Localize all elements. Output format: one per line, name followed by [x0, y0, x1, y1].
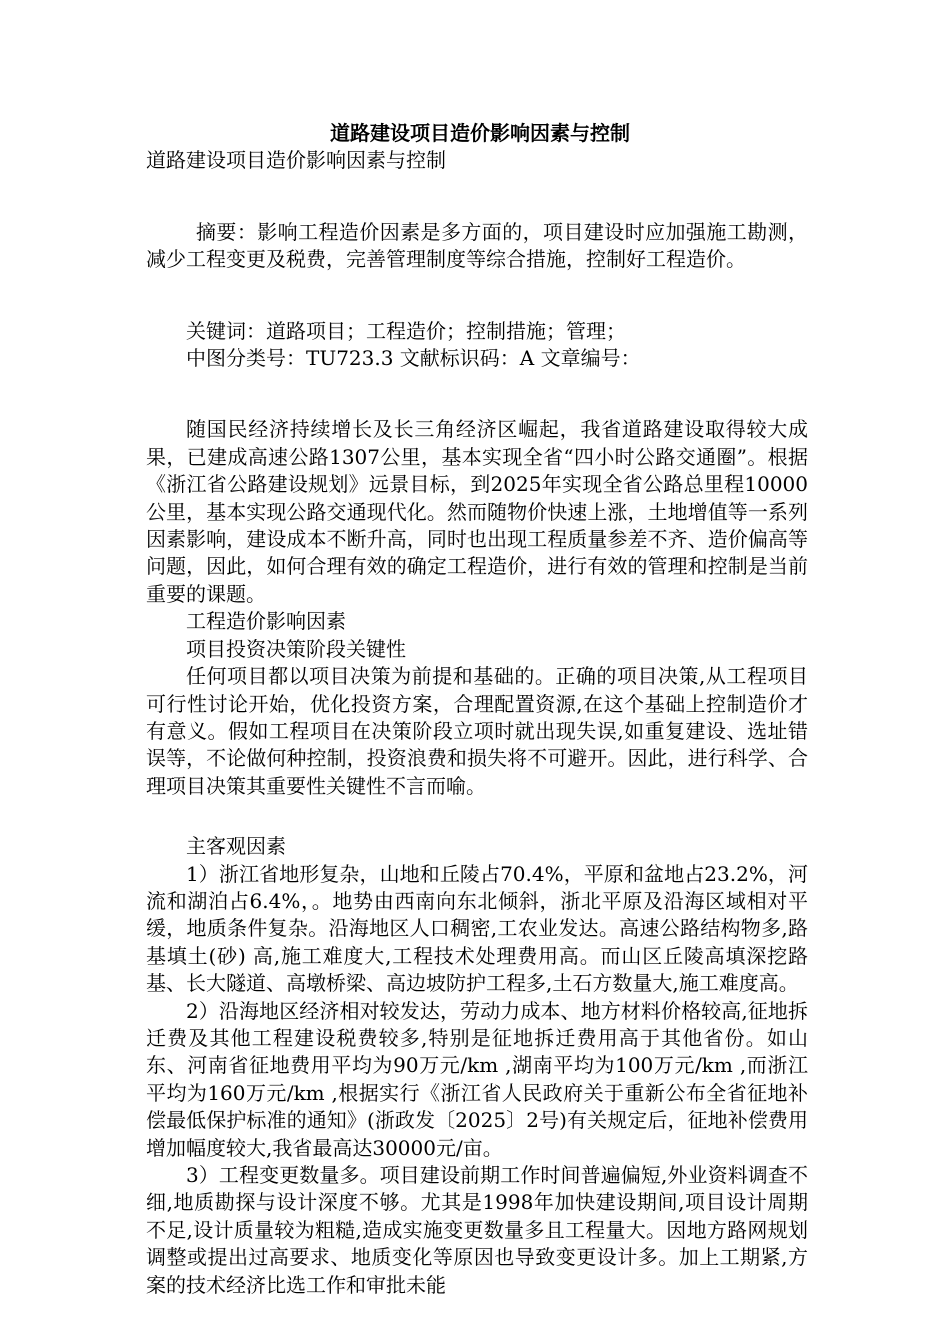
- abstract-paragraph: 摘要：影响工程造价因素是多方面的，项目建设时应加强施工勘测，减少工程变更及税费，完善管理制度等综合措施，控制好工程造价。: [146, 219, 808, 272]
- document-subtitle: 道路建设项目造价影响因素与控制: [146, 148, 446, 173]
- section-heading-factors: 工程造价影响因素: [186, 609, 346, 634]
- keywords-line: 关键词：道路项目；工程造价；控制措施；管理；: [186, 318, 626, 343]
- spacer: [146, 372, 808, 416]
- document-title: 道路建设项目造价影响因素与控制: [330, 121, 630, 145]
- intro-paragraph: 随国民经济持续增长及长三角经济区崛起，我省道路建设取得较大成果，已建成高速公路1307公里，基本实现全省“四小时公路交通圈”。根据《浙江省公路建设规划》远景目标，到2025年实现全省公路总里程10000公里，基本实现公路交通现代化。然而随物价快速上涨，土地增值等一系列因素影响，建设成本不断升高，同时也出现工程质量参差不齐、造价偏高等问题，因此，如何合理有效的确定工程造价，进行有效的管理和控制是当前重要的课题。: [146, 417, 808, 606]
- point-1-paragraph: 1）浙江省地形复杂，山地和丘陵占70.4%，平原和盆地占23.2%，河流和湖泊占6.4%，。地势由西南向东北倾斜，浙北平原及沿海区域相对平缓，地质条件复杂。沿海地区人口稠密,工农业发达。高速公路结构物多,路基填土(砂) 高,施工难度大,工程技术处理费用高。而山区丘陵高填深挖路基、长大隧道、高墩桥梁、高边坡防护工程多,土石方数量大,施工难度高。: [146, 861, 808, 996]
- section-heading-decision: 项目投资决策阶段关键性: [186, 636, 406, 661]
- point-2-paragraph: 2）沿海地区经济相对较发达，劳动力成本、地方材料价格较高,征地拆迁费及其他工程建设税费较多,特别是征地拆迁费用高于其他省份。如山东、河南省征地费用平均为90万元/km ,湖南平均为100万元/km ,而浙江平均为160万元/km ,根据实行《浙江省人民政府关于重新公布全省征地补偿最低保护标准的通知》(浙政发〔2025〕2号)有关规定后，征地补偿费用增加幅度较大,我省最高达30000元/亩。: [146, 998, 808, 1160]
- section-heading-subjective: 主客观因素: [186, 834, 286, 859]
- spacer: [146, 274, 808, 318]
- decision-paragraph: 任何项目都以项目决策为前提和基础的。正确的项目决策,从工程项目可行性讨论开始，优化投资方案，合理配置资源,在这个基础上控制造价才有意义。假如工程项目在决策阶段立项时就出现失误,如重复建设、选址错误等，不论做何种控制，投资浪费和损失将不可避开。因此，进行科学、合理项目决策其重要性关键性不言而喻。: [146, 664, 808, 798]
- classification-line: 中图分类号：TU723.3 文献标识码：A 文章编号：: [186, 346, 641, 371]
- spacer: [146, 800, 808, 833]
- point-3-paragraph: 3）工程变更数量多。项目建设前期工作时间普遍偏短,外业资料调查不细,地质勘探与设计深度不够。尤其是1998年加快建设期间,项目设计周期不足,设计质量较为粗糙,造成实施变更数量多且工程量大。因地方路网规划调整或提出过高要求、地质变化等原因也导致变更设计多。加上工期紧,方案的技术经济比选工作和审批未能: [146, 1163, 808, 1297]
- spacer: [146, 175, 808, 219]
- document-body: [146, 120, 808, 1299]
